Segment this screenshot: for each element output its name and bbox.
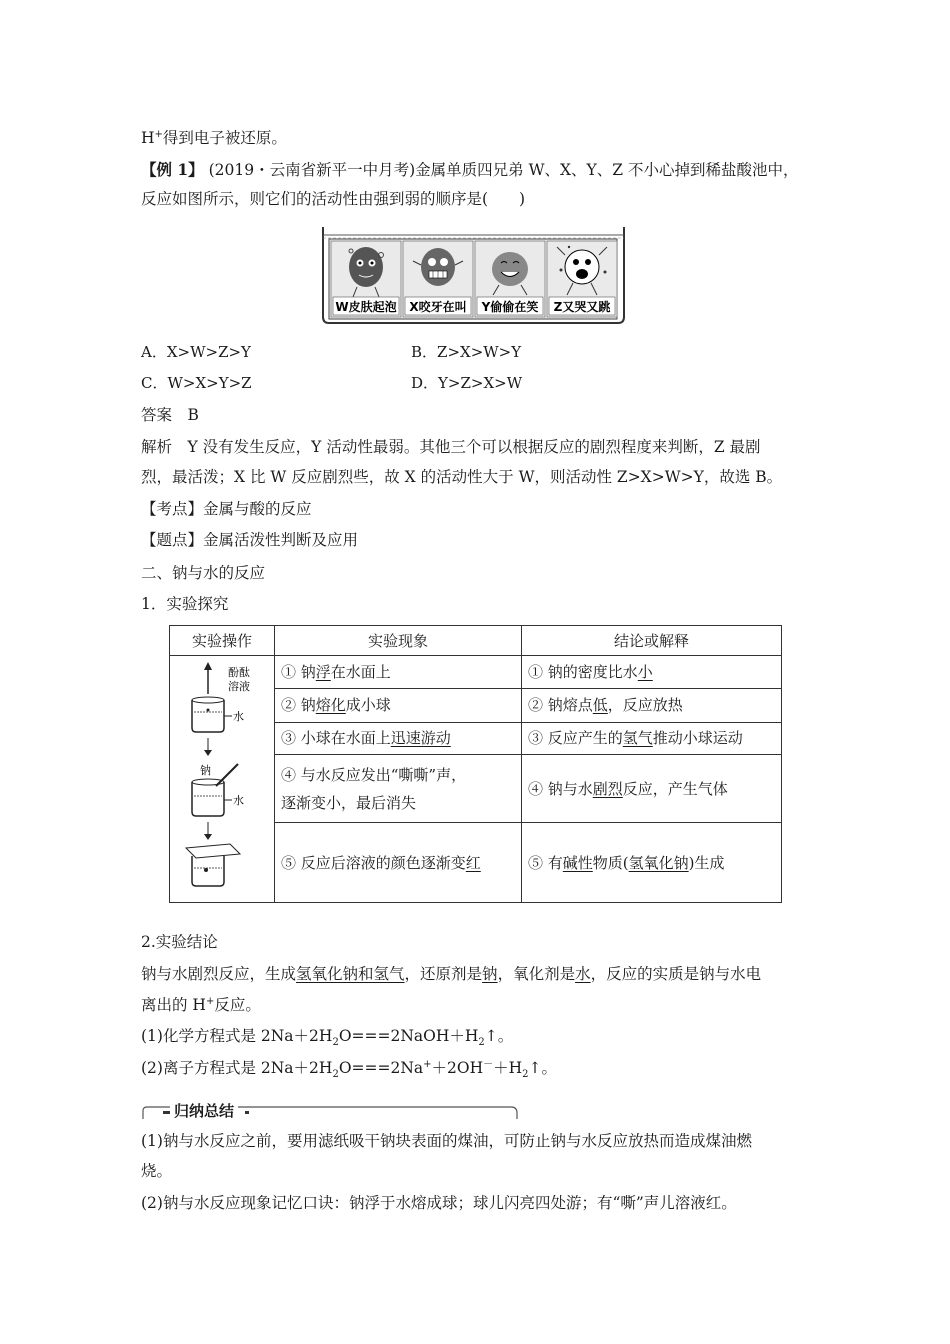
acid-pool-figure <box>321 225 626 325</box>
conclusion-line-1: 钠与水剧烈反应，生成氢氧化钠和氢气，还原剂是钠，氧化剂是水，反应的实质是钠与水电 <box>141 965 762 983</box>
label-sodium: 钠 <box>200 764 211 777</box>
header-operation: 实验操作 <box>170 626 275 656</box>
option-b: B．Z>X>W>Y <box>411 343 522 361</box>
table-header-row <box>170 626 782 656</box>
subsection-2-title: 2.实验结论 <box>141 933 218 951</box>
option-d: D．Y>Z>X>W <box>411 374 523 392</box>
figure-label-y: Y偷偷在笑 <box>481 300 539 314</box>
answer: 答案 B <box>141 406 199 424</box>
example-question-2: 反应如图所示，则它们的活动性由强到弱的顺序是( ) <box>141 190 526 208</box>
header-conclusion: 结论或解释 <box>522 626 782 656</box>
analysis-line-1: 解析 Y 没有发生反应，Y 活动性最弱。其他三个可以根据反应的剧烈程度来判断，Z 最剧 <box>141 438 761 456</box>
phenomenon-2: ② 钠熔化成小球 <box>275 688 522 722</box>
phenomenon-3: ③ 小球在水面上迅速游动 <box>275 722 522 755</box>
experiment-table <box>169 625 782 903</box>
conclusion-4: ④ 钠与水剧烈反应，产生气体 <box>522 755 782 823</box>
operation-figure-cell <box>170 656 275 903</box>
conclusion-3: ③ 反应产生的氢气推动小球运动 <box>522 722 782 755</box>
ionic-equation: (2)离子方程式是 $2Na+2H_2O===2Na^++2OH^-+H_2↑$。 <box>141 1058 558 1081</box>
figure-label-z: Z又哭又跳 <box>553 300 611 314</box>
option-c: C．W>X>Y>Z <box>141 374 252 392</box>
summary-point-1-line-1: (1)钠与水反应之前，要用滤纸吸干钠块表面的煤油，可防止钠与水反应放热而造成煤油燃 <box>141 1132 752 1150</box>
summary-point-1-line-2: 烧。 <box>141 1162 173 1180</box>
summary-title: 归纳总结 <box>170 1101 238 1121</box>
chemical-equation: (1)化学方程式是 $2Na+2H_2O===2NaOH+H_2↑$。 <box>141 1027 514 1049</box>
analysis-line-2: 烈，最活泼；X 比 W 反应剧烈些，故 X 的活动性大于 W，则活动性 Z>X>W>Y，故选 B。 <box>141 468 783 486</box>
example-tag: 【例 1】 <box>141 160 204 179</box>
label-solution: 溶液 <box>228 680 250 693</box>
example-question-1: (2019・云南省新平一中月考)金属单质四兄弟 W、X、Y、Z 不小心掉到稀盐酸池中， <box>208 161 799 179</box>
tidian: 【题点】金属活泼性判断及应用 <box>141 531 359 549</box>
intro-h: H <box>141 129 155 147</box>
conclusion-line-2: 离出的 H+反应。 <box>141 995 261 1014</box>
kaodian: 【考点】金属与酸的反应 <box>141 500 312 518</box>
intro-text: 得到电子被还原。 <box>162 129 287 147</box>
label-water-1: 水 <box>233 710 244 723</box>
section-2-title: 二、钠与水的反应 <box>141 564 266 582</box>
conclusion-1: ① 钠的密度比水小 <box>522 656 782 689</box>
label-water-2: 水 <box>233 794 244 807</box>
conclusion-2: ② 钠熔点低，反应放热 <box>522 688 782 722</box>
phenomenon-4: ④ 与水反应发出“嘶嘶”声， 逐渐变小，最后消失 <box>275 755 522 823</box>
example-line-2 <box>141 189 525 209</box>
summary-point-2: (2)钠与水反应现象记忆口诀：钠浮于水熔成球；球儿闪亮四处游；有“嘶”声儿溶液红。 <box>141 1194 737 1212</box>
sodium-water-apparatus <box>170 656 274 896</box>
figure-label-w: W皮肤起泡 <box>335 300 397 314</box>
figure-label-x: X咬牙在叫 <box>409 300 467 314</box>
table-row <box>170 656 782 689</box>
subsection-1-title: 1．实验探究 <box>141 595 229 613</box>
label-phenolphthalein: 酚酞 <box>228 666 250 679</box>
example-line-1 <box>141 160 799 180</box>
phenomenon-5: ⑤ 反应后溶液的颜色逐渐变红 <box>275 823 522 903</box>
phenomenon-1: ① 钠浮在水面上 <box>275 656 522 689</box>
option-a: A．X>W>Z>Y <box>141 343 251 361</box>
conclusion-5: ⑤ 有碱性物质(氢氧化钠)生成 <box>522 823 782 903</box>
header-phenomenon: 实验现象 <box>275 626 522 656</box>
intro-line: H+得到电子被还原。 <box>141 128 287 147</box>
